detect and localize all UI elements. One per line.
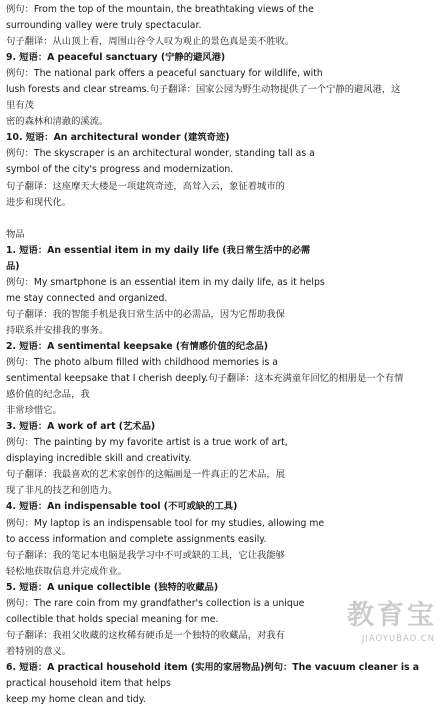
phrase-heading: 9. 短语：A peaceful sanctuary (宁静的避风港) xyxy=(6,52,226,64)
text-line: 着特别的意义。 xyxy=(6,645,72,657)
phrase-heading: 6. 短语：A practical household item (实用的家居物品)例句：The vacuum cleaner is a xyxy=(6,661,420,673)
text-line: displaying incredible skill and creativity. xyxy=(6,453,192,465)
text-line: symbol of the city's progress and modernization. xyxy=(6,164,234,176)
text-line: surrounding valley were truly spectacular. xyxy=(6,20,202,32)
text-line: 例句：My smartphone is an essential item in my daily life, as it helps xyxy=(6,276,325,288)
phrase-heading: 10. 短语：An architectural wonder (建筑奇迹) xyxy=(6,132,230,144)
phrase-heading: 品) xyxy=(6,260,20,272)
text-line: lush forests and clear streams.句子翻译：国家公园为野生动物提供了一个宁静的避风港，这 xyxy=(6,84,401,96)
text-line: 持联系并安排我的事务。 xyxy=(6,324,109,336)
text-line: 进步和现代化。 xyxy=(6,196,72,208)
text-line: 句子翻译：我的笔记本电脑是我学习中不可或缺的工具，它让我能够 xyxy=(6,549,285,561)
text-line: to access information and complete assignments easily. xyxy=(6,533,267,545)
text-line: 非常珍惜它。 xyxy=(6,405,62,417)
text-line: 例句：The national park offers a peaceful sanctuary for wildlife, with xyxy=(6,68,323,80)
text-line: 例句：The rare coin from my grandfather's collection is a unique xyxy=(6,597,305,609)
text-line: 句子翻译：从山顶上看，周围山谷令人叹为观止的景色真是美不胜收。 xyxy=(6,36,295,48)
text-line: 里有茂 xyxy=(6,100,34,112)
watermark-logo xyxy=(307,601,437,645)
text-line: keep my home clean and tidy. xyxy=(6,694,146,706)
phrase-heading: 1. 短语：An essential item in my daily life (我日常生活中的必需 xyxy=(6,244,311,256)
text-line: 句子翻译：我祖父收藏的这枚稀有硬币是一个独特的收藏品，对我有 xyxy=(6,629,285,641)
section-heading: 物品 xyxy=(6,228,25,240)
text-line: 句子翻译：我最喜欢的艺术家创作的这幅画是一件真正的艺术品，展 xyxy=(6,469,285,481)
phrase-heading: 3. 短语：A work of art (艺术品) xyxy=(6,421,156,433)
phrase-heading: 5. 短语：A unique collectible (独特的收藏品) xyxy=(6,581,219,593)
text-line: 例句：From the top of the mountain, the breathtaking views of the xyxy=(6,4,314,15)
text-line: me stay connected and organized. xyxy=(6,292,168,304)
text-line: 例句：The skyscraper is an architectural wonder, standing tall as a xyxy=(6,148,315,160)
text-line: 例句：My laptop is an indispensable tool for my studies, allowing me xyxy=(6,517,325,529)
text-line: practical household item that helps xyxy=(6,677,171,689)
blank-line xyxy=(6,211,433,227)
watermark-url: JIAOYUBAO.CN xyxy=(361,634,435,644)
text-line: collectible that holds special meaning for me. xyxy=(6,613,219,625)
text-line: 感价值的纪念品，我 xyxy=(6,389,90,401)
text-line: sentimental keepsake that I cherish deeply.句子翻译：这本充满童年回忆的相册是一个有情 xyxy=(6,373,404,385)
text-line: 句子翻译：我的智能手机是我日常生活中的必需品，因为它帮助我保 xyxy=(6,308,285,320)
text-line: 现了非凡的技艺和创造力。 xyxy=(6,485,118,497)
phrase-heading: 4. 短语：An indispensable tool (不可或缺的工具) xyxy=(6,501,238,513)
text-line: 句子翻译：这座摩天大楼是一项建筑奇迹，高耸入云，象征着城市的 xyxy=(6,180,285,192)
text-line: 例句：The photo album filled with childhood memories is a xyxy=(6,357,278,369)
text-line: 例句：The painting by my favorite artist is a true work of art, xyxy=(6,437,288,449)
text-line: 密的森林和清澈的溪流。 xyxy=(6,116,109,128)
phrase-heading: 2. 短语：A sentimental keepsake (有情感价值的纪念品) xyxy=(6,340,269,352)
text-line: 轻松地获取信息并完成作业。 xyxy=(6,565,127,577)
watermark-brand: 教育宝 xyxy=(347,600,437,631)
